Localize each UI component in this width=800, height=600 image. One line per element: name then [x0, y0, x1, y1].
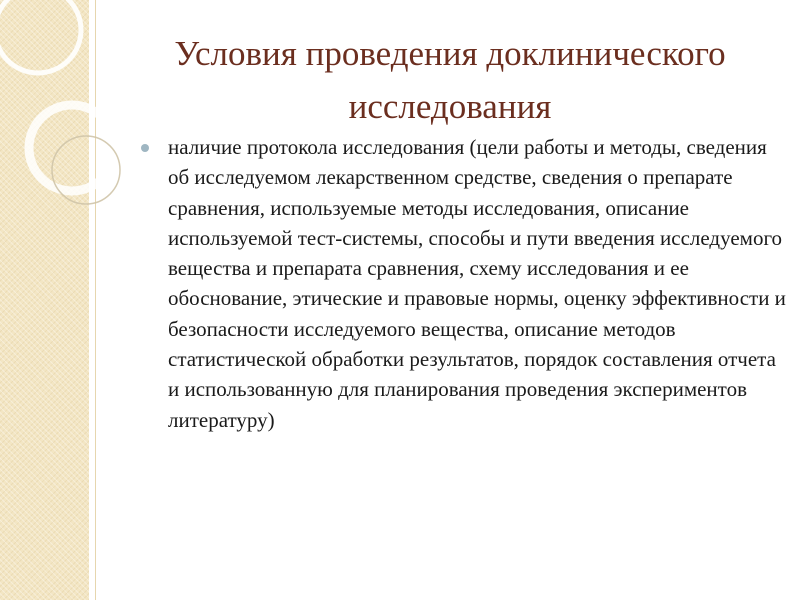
slide-content	[138, 132, 788, 435]
bullet-dot-icon	[141, 144, 149, 152]
bullet-item	[138, 132, 788, 435]
slide-title: Условия проведения доклинического исследования	[174, 34, 726, 126]
decor-rings-icon	[0, 0, 140, 260]
bullet-text: наличие протокола исследования (цели работы и методы, сведения об исследуемом лекарственном средстве, сведения о препарате сравнения, используемые методы исследования, описание используемой тест-системы, способы и пути введения исследуемого вещества и препарата сравнения, схему исследования и ее обоснование, этические и правовые нормы, оценку эффективности и безопасности исследуемого вещества, описание методов статистической обработки результатов, порядок составления отчета и использованную для планирования проведения экспериментов литературу)	[168, 135, 786, 432]
